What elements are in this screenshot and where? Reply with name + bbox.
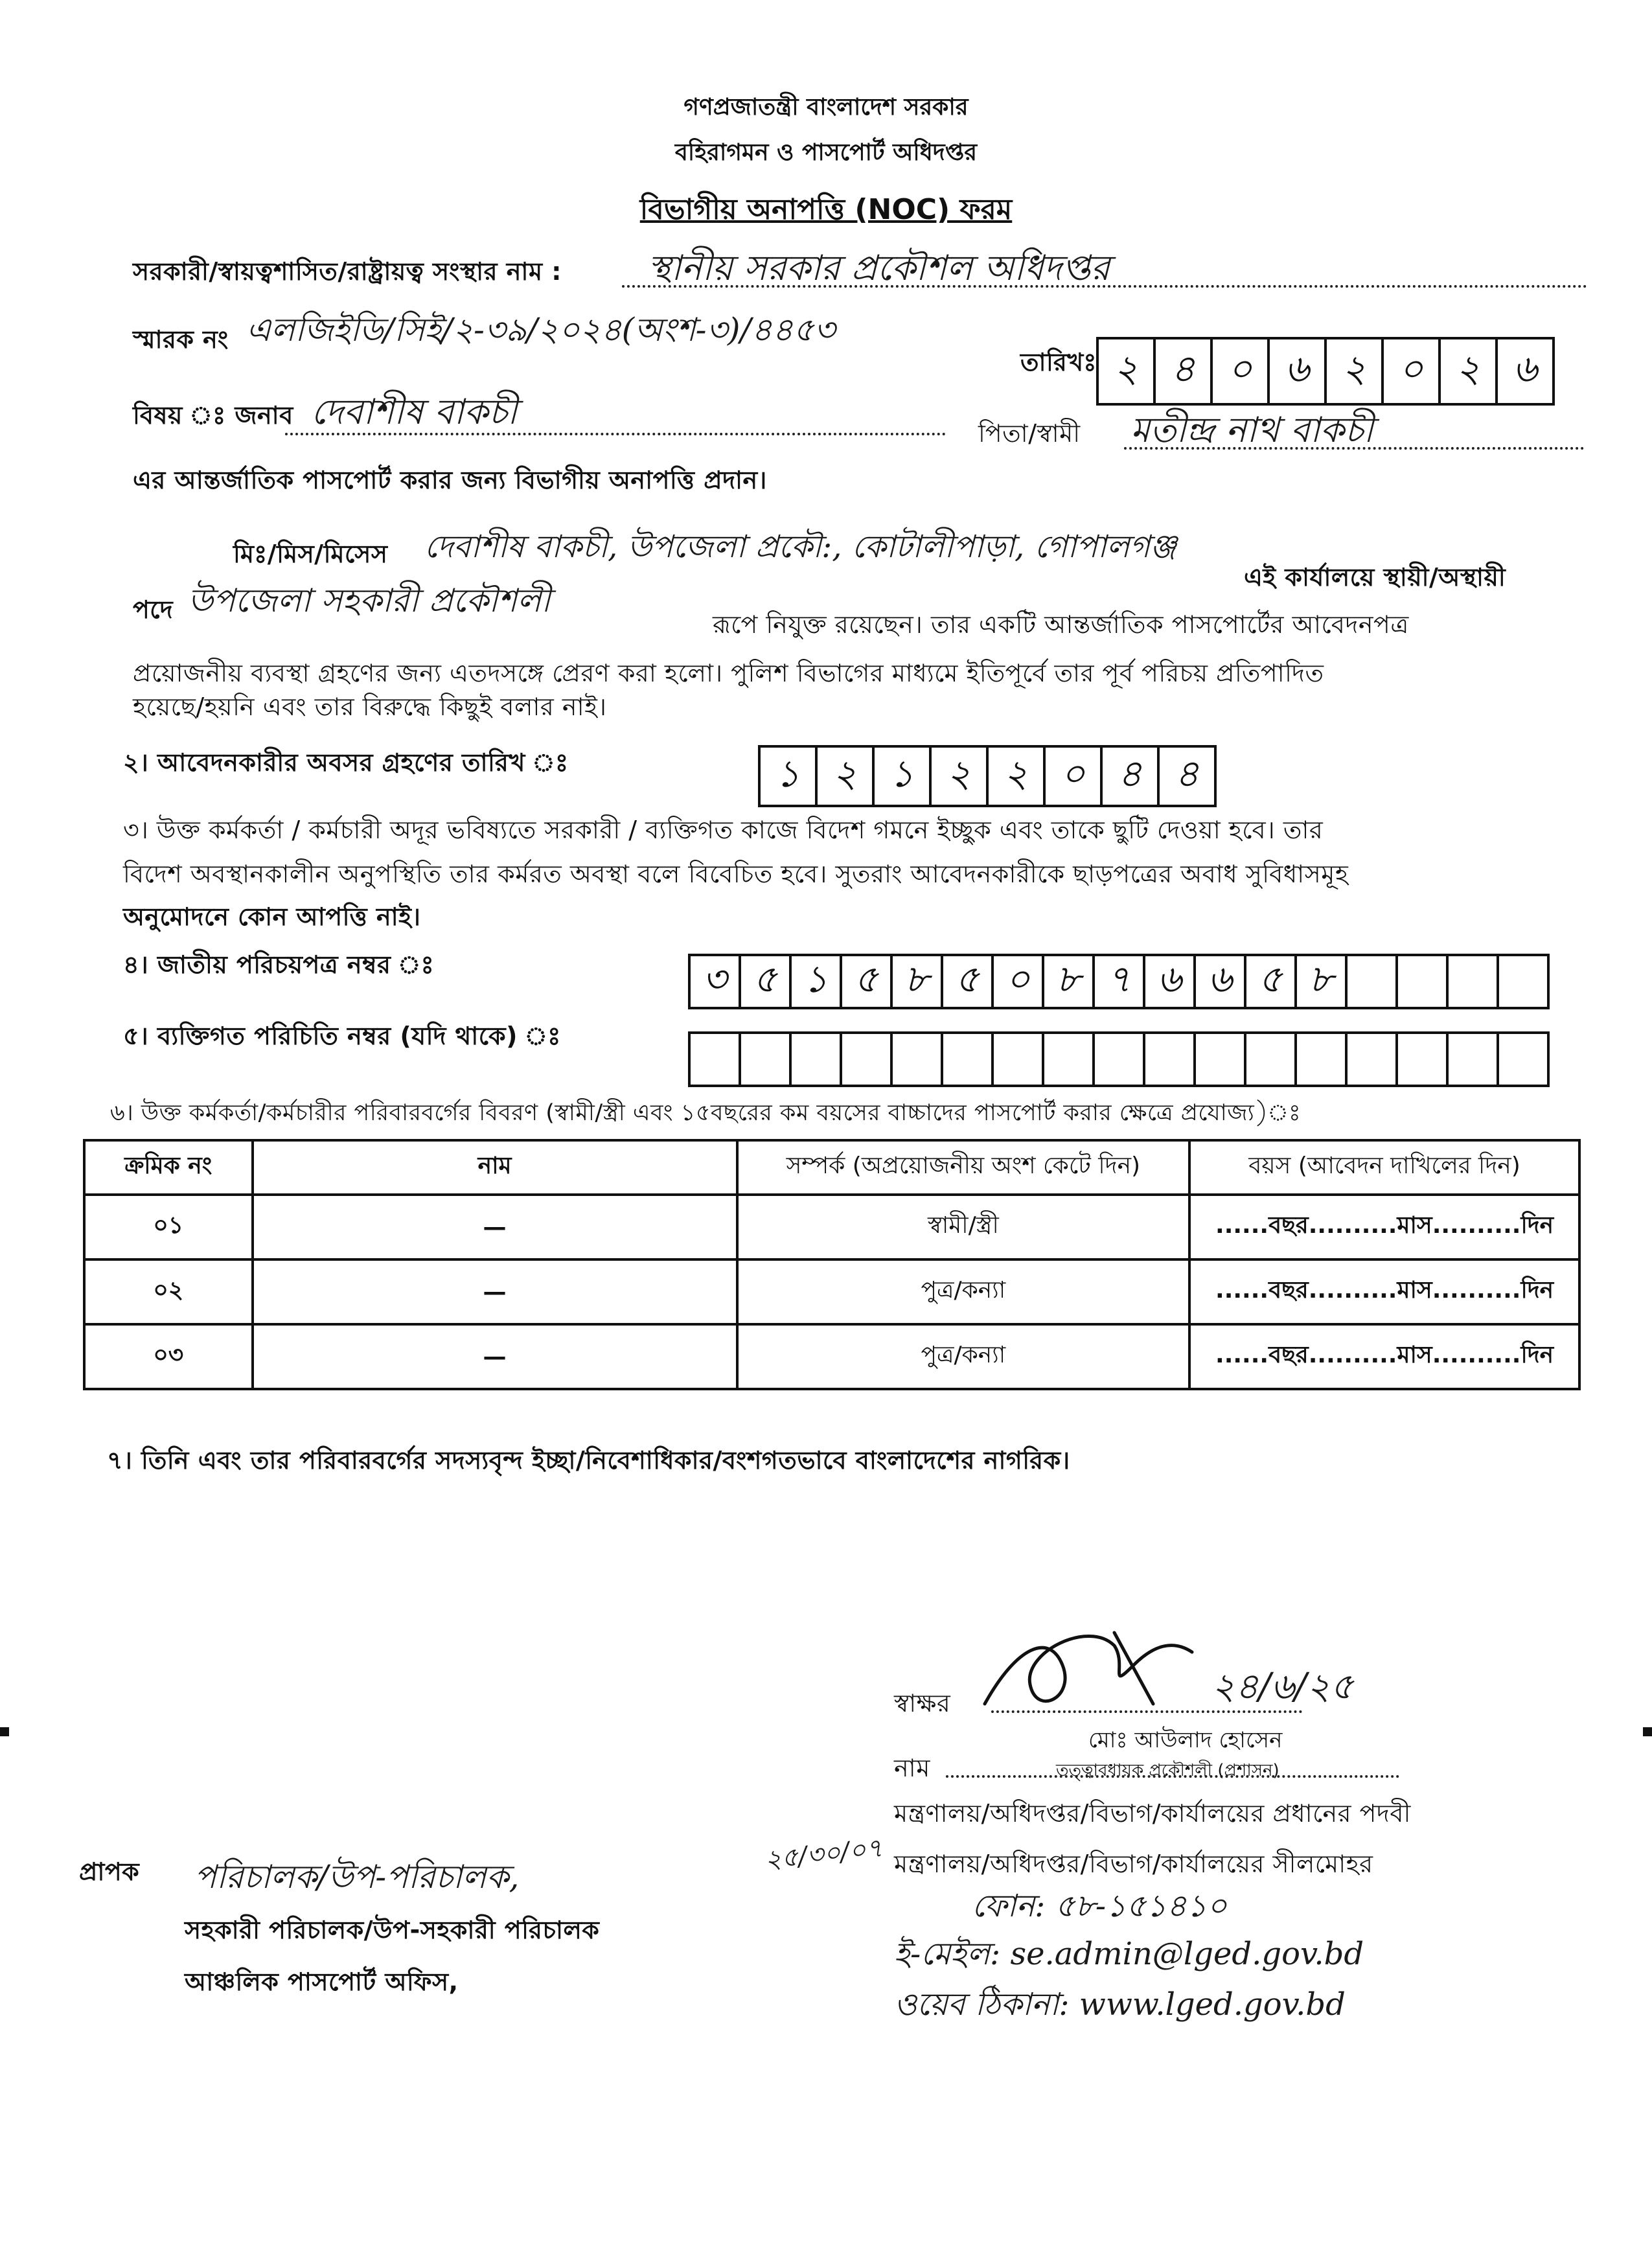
digit-box xyxy=(943,1034,994,1085)
table-row xyxy=(84,1324,1579,1389)
date-label: তারিখঃ xyxy=(1020,348,1097,376)
memo-label: স্মারক নং xyxy=(133,325,229,354)
item3-line-2: বিদেশ অবস্থানকালীন অনুপস্থিতি তার কর্মরত অবস্থা বলে বিবেচিত হবে। সুতরাং আবেদনকারীকে ছাড়পত্রের অবাধ সুবিধাসমূহ xyxy=(123,860,1349,888)
digit-box xyxy=(893,1034,943,1085)
nid-boxes xyxy=(688,954,1550,1009)
digit-box: ২ xyxy=(932,748,989,805)
digit-box: ০ xyxy=(994,956,1044,1007)
subject-line-2: এর আন্তর্জাতিক পাসপোর্ট করার জন্য বিভাগীয় অনাপত্তি প্রদান। xyxy=(133,466,767,494)
digit-box xyxy=(1499,956,1547,1007)
digit-box xyxy=(1145,1034,1196,1085)
digit-box xyxy=(792,1034,842,1085)
item3-line-3: অনুমোদনে কোন আপত্তি নাই। xyxy=(123,902,421,931)
recipient-line-2: আঞ্চলিক পাসপোর্ট অফিস, xyxy=(185,1968,459,1996)
digit-box xyxy=(1095,1034,1145,1085)
digit-box xyxy=(691,1034,741,1085)
father-label: পিতা/স্বামী xyxy=(978,419,1081,448)
recipient-line-1: সহকারী পরিচালক/উপ-সহকারী পরিচালক xyxy=(185,1916,600,1944)
row-relation: পুত্র/কন্যা xyxy=(737,1259,1190,1324)
row-name: — xyxy=(253,1259,737,1324)
family-table xyxy=(83,1139,1581,1390)
nid-label: ৪। জাতীয় পরিচয়পত্র নম্বর ঃ xyxy=(123,950,435,979)
subject-label: বিষয় ঃ জনাব xyxy=(133,401,293,430)
digit-box: ৪ xyxy=(1103,748,1160,805)
digit-box: ৫ xyxy=(1246,956,1297,1007)
digit-box: ২ xyxy=(1099,339,1156,403)
digit-box: ৬ xyxy=(1196,956,1246,1007)
digit-box xyxy=(842,1034,893,1085)
signature-label: স্বাক্ষর xyxy=(894,1689,951,1718)
digit-box: ০ xyxy=(1213,339,1270,403)
father-value: মতীন্দ্র নাথ বাকচী xyxy=(1130,409,1373,450)
digit-box: ৬ xyxy=(1270,339,1327,403)
digit-box: ৬ xyxy=(1145,956,1196,1007)
col-name: নাম xyxy=(253,1140,737,1195)
digit-box xyxy=(1196,1034,1246,1085)
digit-box: ৫ xyxy=(741,956,792,1007)
digit-box: ৫ xyxy=(842,956,893,1007)
government-title: গণপ্রজাতন্ত্রী বাংলাদেশ সরকার xyxy=(683,94,969,121)
retirement-date-boxes xyxy=(758,745,1217,807)
col-age: বয়স (আবেদন দাখিলের দিন) xyxy=(1189,1140,1579,1195)
signature-date: ২৪/৬/২৫ xyxy=(1211,1666,1354,1708)
row-name: — xyxy=(253,1324,737,1389)
row-age: ......বছর..........মাস..........দিন xyxy=(1189,1324,1579,1389)
post-value: উপজেলা সহকারী প্রকৌশলী xyxy=(188,582,551,619)
recipient-handwritten: পরিচালক/উপ-পরিচালক, xyxy=(194,1858,520,1896)
digit-box: ৬ xyxy=(1513,346,1537,391)
signer-title-stamp: তত্ত্বাবধায়ক প্রকৌশলী (প্রশাসন) xyxy=(1056,1761,1279,1780)
recipient-label: প্রাপক xyxy=(79,1857,140,1886)
stamp-code: ২৫/৩০/০৭ xyxy=(763,1833,884,1876)
digit-box: ৭ xyxy=(1095,956,1145,1007)
digit-box xyxy=(994,1034,1044,1085)
body-line-3: প্রয়োজনীয় ব্যবস্থা গ্রহণের জন্য এতদসঙ্গে প্রেরণ করা হলো। পুলিশ বিভাগের মাধ্যমে ইতিপূর্বে তার পূর্ব পরিচয় প্রতিপাদিত xyxy=(133,659,1324,687)
row-age: ......বছর..........মাস..........দিন xyxy=(1189,1259,1579,1324)
scan-edge-mark xyxy=(1643,1727,1652,1736)
department-title: বহিরাগমন ও পাসপোর্ট অধিদপ্তর xyxy=(674,139,978,166)
retirement-label: ২। আবেদনকারীর অবসর গ্রহণের তারিখ ঃ xyxy=(123,748,569,777)
digit-box: ২ xyxy=(989,748,1046,805)
intro-value: দেবাশীষ বাকচী, উপজেলা প্রকৌ:, কোটালীপাড়া, গোপালগঞ্জ xyxy=(424,529,1177,565)
digit-box xyxy=(1044,1034,1095,1085)
post-tail: রূপে নিযুক্ত রয়েছেন। তার একটি আন্তর্জাতিক পাসপোর্টের আবেদনপত্র xyxy=(713,610,1409,639)
digit-box xyxy=(1499,1034,1547,1085)
citizenship-statement: ৭। তিনি এবং তার পরিবারবর্গের সদস্যবৃন্দ ইচ্ছা/নিবেশাধিকার/বংশগতভাবে বাংলাদেশের নাগরিক। xyxy=(107,1446,1070,1475)
table-row xyxy=(84,1259,1579,1324)
digit-box xyxy=(1297,1034,1348,1085)
digit-box: ২ xyxy=(1327,339,1384,403)
row-serial: ০১ xyxy=(84,1195,253,1259)
email-handwritten: ই-মেইল: se.admin@lged.gov.bd xyxy=(894,1936,1364,1972)
date-boxes xyxy=(1096,337,1555,406)
row-name: — xyxy=(253,1195,737,1259)
seal-label: মন্ত্রণালয়/অধিদপ্তর/বিভাগ/কার্যালয়ের সীলমোহর xyxy=(894,1850,1373,1878)
col-relation: সম্পর্ক (অপ্রয়োজনীয় অংশ কেটে দিন) xyxy=(737,1140,1190,1195)
pid-label: ৫। ব্যক্তিগত পরিচিতি নম্বর (যদি থাকে) ঃ xyxy=(123,1022,561,1050)
item6-label: ৬। উক্ত কর্মকর্তা/কর্মচারীর পরিবারবর্গের বিবরণ (স্বামী/স্ত্রী এবং ১৫বছরের কম বয়সের বাচ্চাদের পাসপোর্ট করার ক্ষেত্রে প্রযোজ্য)ঃ xyxy=(110,1100,1302,1126)
row-serial: ০৩ xyxy=(84,1324,253,1389)
digit-box: ১ xyxy=(761,748,818,805)
org-value: স্থানীয় সরকার প্রকৌশল অধিদপ্তর xyxy=(648,247,1110,288)
memo-value: এলজিইডি/সিই/২-৩৯/২০২৪(অংশ-৩)/৪৪৫৩ xyxy=(246,311,836,349)
form-title: বিভাগীয় অনাপত্তি (NOC) ফরম xyxy=(639,193,1013,226)
digit-box xyxy=(1449,1034,1499,1085)
pid-boxes xyxy=(688,1031,1550,1087)
digit-box: ৪ xyxy=(1156,339,1213,403)
family-table-header xyxy=(84,1140,1579,1195)
digit-box xyxy=(1246,1034,1297,1085)
ministry-head-label: মন্ত্রণালয়/অধিদপ্তর/বিভাগ/কার্যালয়ের প্রধানের পদবী xyxy=(894,1799,1411,1828)
digit-box xyxy=(1348,956,1398,1007)
org-label: সরকারী/স্বায়ত্বশাসিত/রাষ্ট্রায়ত্ব সংস্থার নাম : xyxy=(133,257,562,286)
table-row xyxy=(84,1195,1579,1259)
post-label: পদে xyxy=(133,595,174,624)
row-age: ......বছর..........মাস..........দিন xyxy=(1189,1195,1579,1259)
digit-box: ৮ xyxy=(893,956,943,1007)
scan-edge-mark xyxy=(0,1727,9,1736)
digit-box xyxy=(741,1034,792,1085)
digit-box: ০ xyxy=(1046,748,1103,805)
signer-name-stamp: মোঃ আউলাদ হোসেন xyxy=(1088,1727,1283,1753)
digit-box: ২ xyxy=(818,748,875,805)
intro-tail: এই কার্যালয়ে স্থায়ী/অস্থায়ী xyxy=(1244,563,1506,592)
digit-box: ০ xyxy=(1384,339,1441,403)
digit-box: ৫ xyxy=(943,956,994,1007)
row-relation: স্বামী/স্ত্রী xyxy=(737,1195,1190,1259)
digit-box: ১ xyxy=(792,956,842,1007)
body-line-4: হয়েছে/হয়নি এবং তার বিরুদ্ধে কিছুই বলার নাই। xyxy=(133,693,607,721)
digit-box xyxy=(1398,956,1449,1007)
digit-box xyxy=(1348,1034,1398,1085)
digit-box xyxy=(1398,1034,1449,1085)
col-serial: ক্রমিক নং xyxy=(84,1140,253,1195)
digit-box: ১ xyxy=(875,748,932,805)
digit-box: ৪ xyxy=(1175,751,1199,796)
digit-box: ৮ xyxy=(1297,956,1348,1007)
phone-handwritten: ফোন: ৫৮-১৫১৪১০ xyxy=(972,1888,1228,1924)
subject-name: দেবাশীষ বাকচী xyxy=(311,391,518,432)
digit-box: ২ xyxy=(1441,339,1498,403)
row-serial: ০২ xyxy=(84,1259,253,1324)
intro-label: মিঃ/মিস/মিসেস xyxy=(233,540,388,568)
digit-box: ৮ xyxy=(1044,956,1095,1007)
digit-box xyxy=(1449,956,1499,1007)
digit-box: ৩ xyxy=(691,956,741,1007)
item3-line-1: ৩। উক্ত কর্মকর্তা / কর্মচারী অদূর ভবিষ্যতে সরকারী / ব্যক্তিগত কাজে বিদেশ গমনে ইচ্ছুক এবং তাকে ছুটি দেওয়া হবে। তার xyxy=(123,816,1324,844)
row-relation: পুত্র/কন্যা xyxy=(737,1324,1190,1389)
name-label: নাম xyxy=(894,1754,930,1782)
website-handwritten: ওয়েব ঠিকানা: www.lged.gov.bd xyxy=(894,1986,1346,2023)
